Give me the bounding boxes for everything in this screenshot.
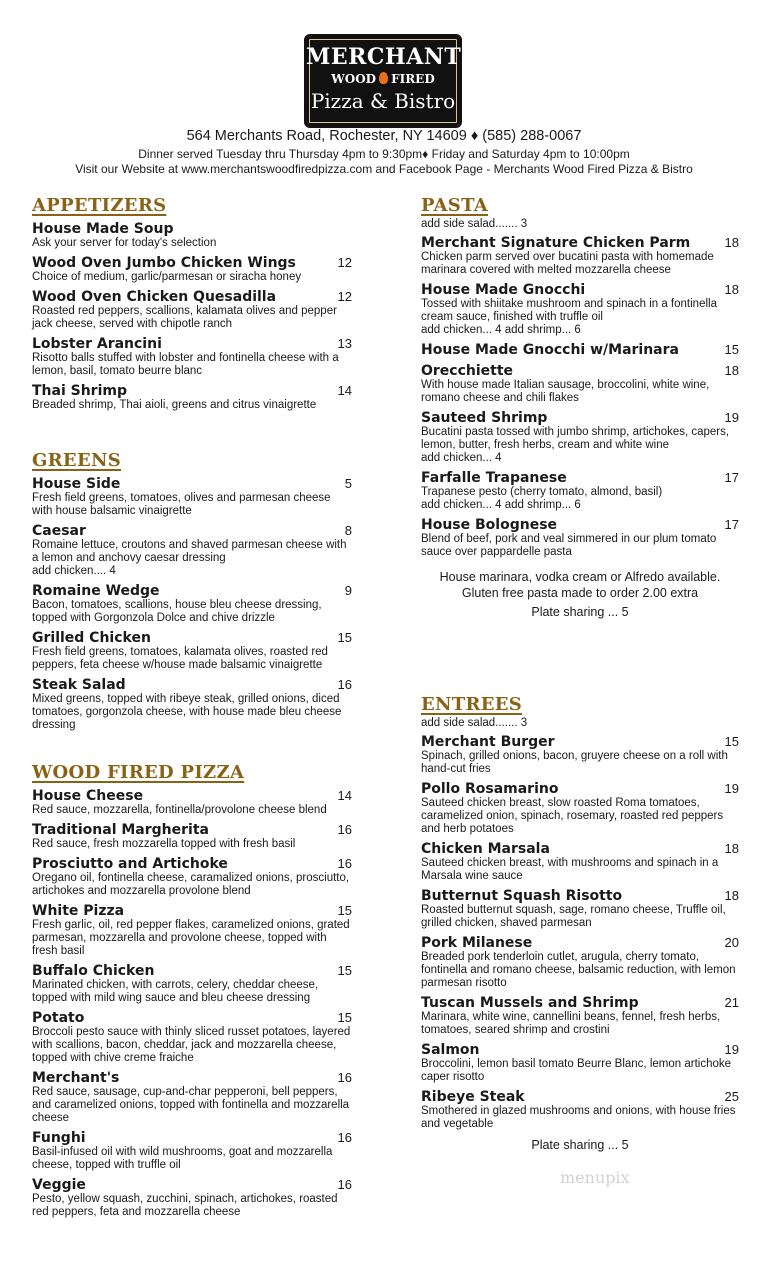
item-description: Sauteed chicken breast, slow roasted Roma tomatoes, caramelized onion, spinach, rosemary, roasted red peppers and herb potatoes xyxy=(421,797,724,835)
item-name: Veggie xyxy=(32,1177,86,1193)
item-price: 14 xyxy=(337,788,352,803)
item-price: 16 xyxy=(337,1177,352,1192)
menu-item xyxy=(421,235,739,277)
section-title: WOOD FIRED PIZZA xyxy=(32,762,245,783)
item-name: House Cheese xyxy=(32,788,144,804)
item-description: Fresh field greens, tomatoes, olives and parmesan cheese with house balsamic vinaigrette xyxy=(32,492,331,517)
logo-wood: WOOD xyxy=(331,72,377,86)
item-price: 19 xyxy=(724,781,739,796)
item-name: Merchant's xyxy=(32,1070,120,1086)
menu-item xyxy=(32,1130,352,1172)
item-description: Broccolini, lemon basil tomato Beurre Blanc, lemon artichoke caper risotto xyxy=(421,1058,732,1083)
appetizers-section xyxy=(32,195,352,412)
menu-list xyxy=(32,476,352,732)
item-name: Ribeye Steak xyxy=(421,1089,525,1105)
item-name: Buffalo Chicken xyxy=(32,963,155,979)
item-price: 15 xyxy=(337,903,352,918)
item-name: House Side xyxy=(32,476,121,492)
item-price: 18 xyxy=(724,363,739,378)
item-price: 16 xyxy=(337,856,352,871)
item-name: Wood Oven Chicken Quesadilla xyxy=(32,289,277,305)
menu-item xyxy=(421,841,739,883)
menu-item xyxy=(32,583,352,625)
item-name: Prosciutto and Artichoke xyxy=(32,856,228,872)
item-name: Chicken Marsala xyxy=(421,841,550,857)
item-price: 15 xyxy=(337,630,352,645)
item-name: Grilled Chicken xyxy=(32,630,151,646)
item-description: Bucatini pasta tossed with jumbo shrimp, artichokes, capers, lemon, butter, fresh herbs, cream and white wine add chicken... 4 xyxy=(421,426,730,464)
item-name: House Bolognese xyxy=(421,517,558,533)
item-name: Tuscan Mussels and Shrimp xyxy=(421,995,639,1011)
item-name: Butternut Squash Risotto xyxy=(421,888,623,904)
pasta-footer-3: Plate sharing ... 5 xyxy=(531,605,629,619)
item-price: 15 xyxy=(724,342,739,357)
item-description: Romaine lettuce, croutons and shaved parmesan cheese with a lemon and anchovy caesar dressing add chicken.... 4 xyxy=(32,539,347,577)
section-note: add side salad....... 3 xyxy=(421,717,528,729)
item-name: Pork Milanese xyxy=(421,935,533,951)
item-description: Breaded pork tenderloin cutlet, arugula, cherry tomato, fontinella and romano cheese, balsamic reduction, with lemon parmesan risotto xyxy=(421,951,736,989)
menu-item xyxy=(421,1042,739,1084)
item-description: Marinara, white wine, cannellini beans, fennel, fresh herbs, tomatoes, seared shrimp and crostini xyxy=(421,1011,721,1036)
pasta-footer-1: House marinara, vodka cream or Alfredo available. xyxy=(439,570,721,584)
item-name: Merchant Burger xyxy=(421,734,555,750)
item-description: Red sauce, sausage, cup-and-char pepperoni, bell peppers, and caramelized onions, topped with fontinella and mozzarella cheese xyxy=(32,1086,350,1124)
item-name: House Made Gnocchi xyxy=(421,282,586,298)
menu-item xyxy=(32,788,352,817)
item-price: 16 xyxy=(337,677,352,692)
item-name: House Made Gnocchi w/Marinara xyxy=(421,342,679,358)
item-name: Potato xyxy=(32,1010,85,1026)
entrees-footer: Plate sharing ... 5 xyxy=(531,1138,629,1152)
item-description: Pesto, yellow squash, zucchini, spinach, artichokes, roasted red peppers, feta and mozzarella cheese xyxy=(32,1193,338,1218)
item-description: Mixed greens, topped with ribeye steak, grilled onions, diced tomatoes, gorgonzola cheese, with house made bleu cheese dressing xyxy=(32,693,342,731)
item-name: Sauteed Shrimp xyxy=(421,410,548,426)
section-note: add side salad....... 3 xyxy=(421,218,528,230)
item-name: Pollo Rosamarino xyxy=(421,781,559,797)
item-description: Red sauce, fresh mozzarella topped with fresh basil xyxy=(32,838,296,850)
menu-item xyxy=(421,342,739,358)
menu-item xyxy=(421,363,739,405)
item-price: 25 xyxy=(724,1089,739,1104)
item-price: 16 xyxy=(337,1130,352,1145)
item-name: Funghi xyxy=(32,1130,86,1146)
item-description: Ask your server for today's selection xyxy=(32,237,217,249)
address-phone: 564 Merchants Road, Rochester, NY 14609 ♦ (585) 288-0067 xyxy=(186,128,582,144)
menu-item xyxy=(32,856,352,898)
flame-icon xyxy=(379,72,388,84)
item-price: 16 xyxy=(337,1070,352,1085)
menu-item xyxy=(421,470,739,512)
item-name: Lobster Arancini xyxy=(32,336,162,352)
logo-line-1: MERCHANTS xyxy=(306,44,478,70)
item-name: Traditional Margherita xyxy=(32,822,209,838)
item-description: Basil-infused oil with wild mushrooms, goat and mozzarella cheese, topped with truffle oil xyxy=(32,1146,333,1171)
menu-item xyxy=(32,822,352,851)
menu-item xyxy=(32,1070,352,1125)
section-title: PASTA xyxy=(421,195,489,216)
hours: Dinner served Tuesday thru Thursday 4pm to 9:30pm♦ Friday and Saturday 4pm to 10:00pm xyxy=(138,147,630,161)
menu-item xyxy=(32,523,352,578)
menu-item xyxy=(32,903,352,958)
menu-item xyxy=(32,963,352,1005)
item-price: 21 xyxy=(724,995,739,1010)
item-name: Wood Oven Jumbo Chicken Wings xyxy=(32,255,296,271)
item-price: 17 xyxy=(724,470,739,485)
item-price: 14 xyxy=(337,383,352,398)
item-name: Caesar xyxy=(32,523,86,539)
item-description: Breaded shrimp, Thai aioli, greens and citrus vinaigrette xyxy=(32,399,317,411)
greens-section xyxy=(32,450,352,732)
menu-item xyxy=(421,410,739,465)
item-name: Orecchiette xyxy=(421,363,514,379)
item-price: 19 xyxy=(724,1042,739,1057)
item-price: 12 xyxy=(337,289,352,304)
entrees-section xyxy=(421,694,739,1153)
item-name: Steak Salad xyxy=(32,677,126,693)
restaurant-logo xyxy=(304,34,478,128)
pasta-section xyxy=(421,195,739,620)
menu-item xyxy=(32,336,352,378)
section-title: APPETIZERS xyxy=(32,195,167,216)
item-description: Tossed with shiitake mushroom and spinach in a fontinella cream sauce, finished with truffle oil add chicken... 4 add shrimp... 6 xyxy=(421,298,717,336)
menu-item xyxy=(32,630,352,672)
item-price: 17 xyxy=(724,517,739,532)
item-description: Trapanese pesto (cherry tomato, almond, basil) add chicken... 4 add shrimp... 6 xyxy=(421,486,663,511)
menu-item xyxy=(32,1177,352,1219)
item-price: 5 xyxy=(344,476,352,491)
menu-item xyxy=(32,476,352,518)
item-description: Roasted red peppers, scallions, kalamata olives and pepper jack cheese, served with chipotle ranch xyxy=(32,305,337,330)
menu-list xyxy=(421,235,739,559)
menu-item xyxy=(421,781,739,836)
item-price: 9 xyxy=(344,583,352,598)
item-price: 8 xyxy=(344,523,352,538)
menu-item xyxy=(32,383,352,412)
item-name: House Made Soup xyxy=(32,221,174,237)
item-price: 13 xyxy=(337,336,352,351)
section-title: GREENS xyxy=(32,450,122,471)
item-price: 19 xyxy=(724,410,739,425)
logo-line-3: Pizza & Bistro xyxy=(310,89,456,113)
menu-list xyxy=(32,221,352,412)
menu-item xyxy=(32,221,352,250)
menu-item xyxy=(421,995,739,1037)
watermark: menupix xyxy=(560,1168,630,1187)
menu-item xyxy=(421,517,739,559)
menu-item xyxy=(32,255,352,284)
menu-item xyxy=(32,1010,352,1065)
item-name: Merchant Signature Chicken Parm xyxy=(421,235,691,251)
item-description: Choice of medium, garlic/parmesan or siracha honey xyxy=(32,271,302,283)
menu-item xyxy=(421,734,739,776)
item-description: With house made Italian sausage, broccolini, white wine, romano cheese and chili flakes xyxy=(421,379,710,404)
item-description: Marinated chicken, with carrots, celery, cheddar cheese, topped with mild wing sauce and bleu cheese dressing xyxy=(32,979,319,1004)
item-price: 15 xyxy=(337,1010,352,1025)
menu-item xyxy=(421,1089,739,1131)
item-price: 12 xyxy=(337,255,352,270)
item-description: Sauteed chicken breast, with mushrooms and spinach in a Marsala wine sauce xyxy=(421,857,719,882)
item-description: Risotto balls stuffed with lobster and fontinella cheese with a lemon, basil, tomato beurre blanc xyxy=(32,352,339,377)
item-name: Romaine Wedge xyxy=(32,583,160,599)
item-description: Roasted butternut squash, sage, romano cheese, Truffle oil, grilled chicken, shaved parmesan xyxy=(421,904,726,929)
item-description: Fresh garlic, oil, red pepper flakes, caramelized onions, grated parmesan, mozzarella and provolone cheese, topped with fresh basil xyxy=(32,919,350,957)
item-description: Red sauce, mozzarella, fontinella/provolone cheese blend xyxy=(32,804,327,816)
section-title: ENTREES xyxy=(421,694,523,715)
menu-item xyxy=(32,677,352,732)
pizza-section xyxy=(32,762,352,1219)
item-name: White Pizza xyxy=(32,903,125,919)
item-description: Broccoli pesto sauce with thinly sliced russet potatoes, layered with scallions, bacon, cheddar, jack and mozzarella cheese, topped with chive creme fraiche xyxy=(32,1026,351,1064)
pasta-footer-2: Gluten free pasta made to order 2.00 extra xyxy=(461,586,699,600)
item-description: Chicken parm served over bucatini pasta with homemade marinara covered with melted mozzarella cheese xyxy=(421,251,714,276)
logo-fired: FIRED xyxy=(391,72,435,86)
item-price: 18 xyxy=(724,841,739,856)
item-description: Fresh field greens, tomatoes, kalamata olives, roasted red peppers, feta cheese w/house made balsamic vinaigrette xyxy=(32,646,328,671)
item-name: Thai Shrimp xyxy=(32,383,127,399)
item-price: 20 xyxy=(724,935,739,950)
menu-item xyxy=(421,282,739,337)
item-description: Bacon, tomatoes, scallions, house bleu cheese dressing, topped with Gorgonzola Dolce and chive drizzle xyxy=(32,599,322,624)
item-price: 18 xyxy=(724,282,739,297)
logo-line-2 xyxy=(306,72,460,86)
menu-list xyxy=(32,788,352,1219)
menu-item xyxy=(32,289,352,331)
item-description: Smothered in glazed mushrooms and onions, with house fries and vegetable xyxy=(421,1105,736,1130)
item-name: Salmon xyxy=(421,1042,480,1058)
menu-item xyxy=(421,888,739,930)
menu-item xyxy=(421,935,739,990)
item-description: Spinach, grilled onions, bacon, gruyere cheese on a roll with hand-cut fries xyxy=(421,750,728,775)
item-description: Oregano oil, fontinella cheese, caramalized onions, prosciutto, artichokes and mozzarella provolone blend xyxy=(32,872,350,897)
item-price: 15 xyxy=(337,963,352,978)
menu-list xyxy=(421,734,739,1131)
item-description: Blend of beef, pork and veal simmered in our plum tomato sauce over pappardelle pasta xyxy=(421,533,717,558)
item-price: 18 xyxy=(724,235,739,250)
item-price: 18 xyxy=(724,888,739,903)
website-info: Visit our Website at www.merchantswoodfiredpizza.com and Facebook Page - Merchants Wood Fired Pizza & Bistro xyxy=(75,162,693,176)
item-price: 16 xyxy=(337,822,352,837)
item-name: Farfalle Trapanese xyxy=(421,470,567,486)
item-price: 15 xyxy=(724,734,739,749)
